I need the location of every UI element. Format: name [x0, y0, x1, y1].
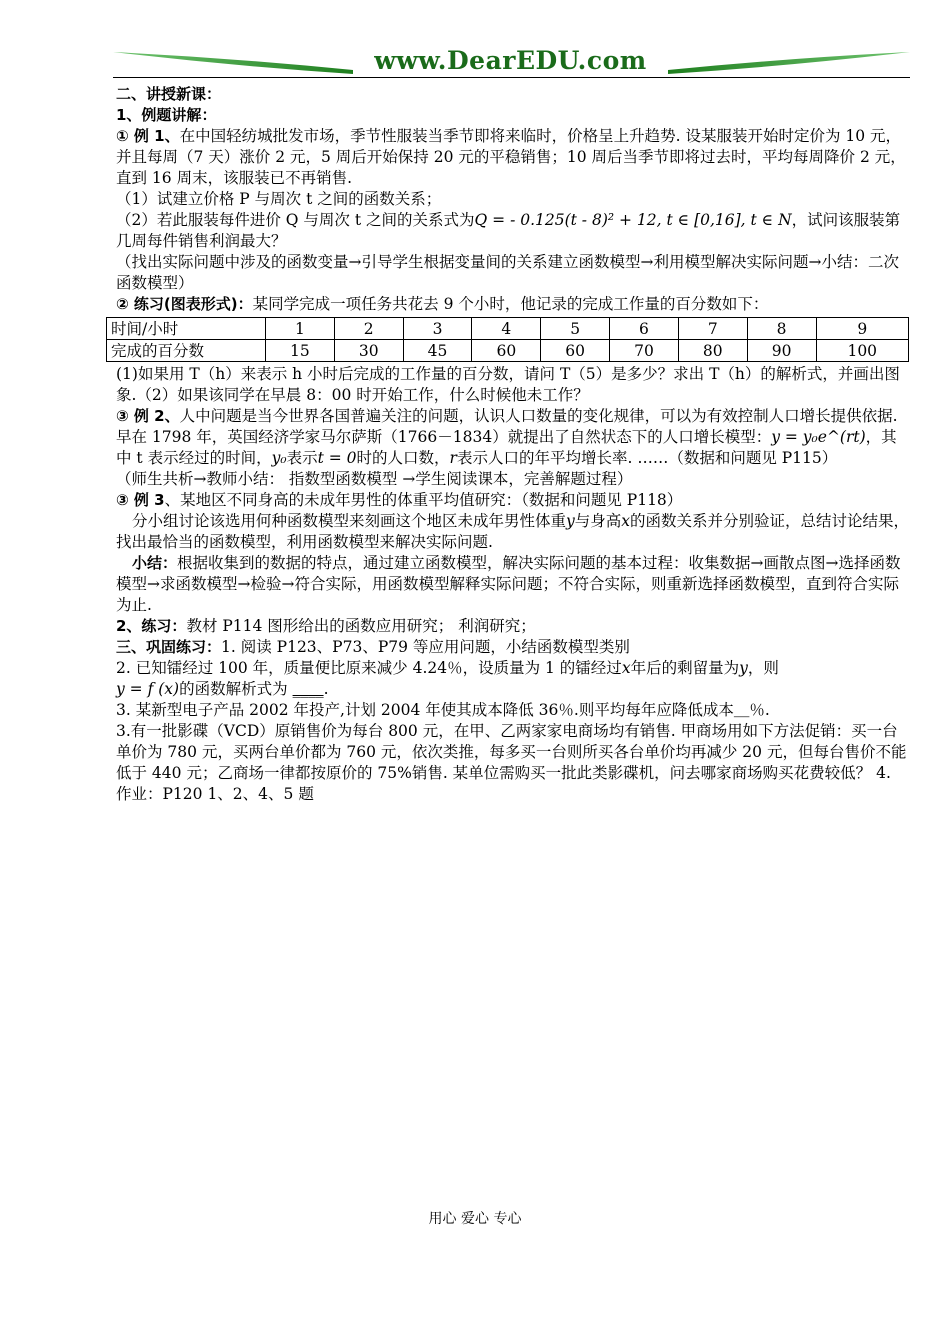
header-rule — [113, 77, 910, 78]
practice-chart-questions: (1)如果用 T（h）来表示 h 小时后完成的工作量的百分数，请问 T（5）是多少？求出 T（h）的解析式，并画出图象.（2）如果该同学在早晨 8：00 时开始工作，什么时候他未工作？ — [116, 365, 900, 404]
section-title: 二、讲授新课： — [116, 85, 222, 103]
work-progress-table — [106, 317, 909, 362]
part-title: 1、例题讲解： — [116, 106, 217, 124]
document-body — [111, 84, 910, 805]
consolidation: 三、巩固练习：1. 阅读 P123、P73、P79 等应用问题，小结函数模型类别 — [116, 638, 630, 656]
example-3: ③ 例 3、某地区不同身高的未成年男性的体重平均值研究：（数据和问题见 P118） — [116, 491, 683, 509]
exercise-vcd: 3.有一批影碟（VCD）原销售价为每台 800 元，在甲、乙两家家电商场均有销售. 甲商场用如下方法促销：买一台单价为 780 元，买两台单价都为 760 元，依次类推，每多买一台则所买各台单价均再减少 20 元，但每台售价不能低于 440 元；乙商场一律都按原价的 75%销售. 某单位需购买一批此类影碟机，问去哪家商场购买花费较低？ 4. 作业：P120 1、2、4、5 题 — [116, 722, 907, 803]
quadratic-formula: Q = - 0.125(t - 8)² + 12, t ∈ [0,16], t ∈ N — [474, 211, 792, 229]
header-banner — [113, 44, 910, 80]
example-3-discussion: 分小组讨论该选用何种函数模型来刻画这个地区未成年男性体重y与身高x的函数关系并分别验证，总结讨论结果，找出最恰当的函数模型，利用函数模型来解决实际问题. — [116, 512, 910, 551]
site-brand[interactable]: www.DearEDU.com — [374, 46, 647, 75]
answer-blank: ____ — [292, 680, 324, 698]
example-1-q1: （1）试建立价格 P 与周次 t 之间的函数关系； — [116, 190, 442, 208]
malthus-formula: y = y₀e^(rt) — [771, 428, 866, 446]
practice: 2、练习：教材 P114 图形给出的函数应用研究； 利润研究； — [116, 617, 536, 635]
page-footer: 用心 爱心 专心 — [428, 1211, 522, 1227]
practice-chart: ② 练习(图表形式)：某同学完成一项任务共花去 9 个小时，他记录的完成工作量的百分数如下： — [116, 295, 769, 313]
table-row: 完成的百分数 15 30 45 60 60 70 80 90 100 — [107, 340, 909, 362]
example-1-note: （找出实际问题中涉及的函数变量→引导学生根据变量间的关系建立函数模型→利用模型解决实际问题→小结：二次函数模型） — [116, 253, 899, 292]
example-2: ③ 例 2、人中问题是当今世界各国普遍关注的问题，认识人口数量的变化规律，可以为有效控制人口增长提供依据. 早在 1798 年，英国经济学家马尔萨斯（1766－1834）就提出了自然状态下的人口增长模型：y = y₀e^(rt)，其中 t 表示经过的时间，y₀表示t = 0时的人口数，r表示人口的年平均增长率. ……（数据和问题见 P115） — [116, 407, 898, 467]
example-1: ① 例 1、在中国轻纺城批发市场，季节性服装当季节即将来临时，价格呈上升趋势. 设某服装开始时定价为 10 元，并且每周（7 天）涨价 2 元，5 周后开始保持 20 元的平稳销售；10 周后当季节即将过去时，平均每周降价 2 元，直到 16 周末，该服装已不再销售. — [116, 127, 906, 187]
example-2-note: （师生共析→教师小结： 指数型函数模型 →学生阅读课本，完善解题过程） — [116, 470, 633, 488]
exercise-radium: 2. 已知镭经过 100 年，质量便比原来减少 4.24％，设质量为 1 的镭经过x年后的剩留量为y，则 y = f (x)的函数解析式为 ____. — [116, 659, 779, 698]
example-1-q2: （2）若此服装每件进价 Q 与周次 t 之间的关系式为Q = - 0.125(t - 8)² + 12, t ∈ [0,16], t ∈ N，试问该服装第几周每件销售利润最大？ — [116, 211, 901, 250]
exercise-cost: 3. 某新型电子产品 2002 年投产,计划 2004 年使其成本降低 36％.则平均每年应降低成本＿％. — [116, 701, 770, 719]
table-row: 时间/小时 1 2 3 4 5 6 7 8 9 — [107, 318, 909, 340]
summary: 小结：根据收集到的数据的特点，通过建立函数模型，解决实际问题的基本过程：收集数据→画散点图→选择函数模型→求函数模型→检验→符合实际，用函数模型解释实际问题；不符合实际，则重新选择函数模型，直到符合实际为止. — [116, 554, 901, 614]
